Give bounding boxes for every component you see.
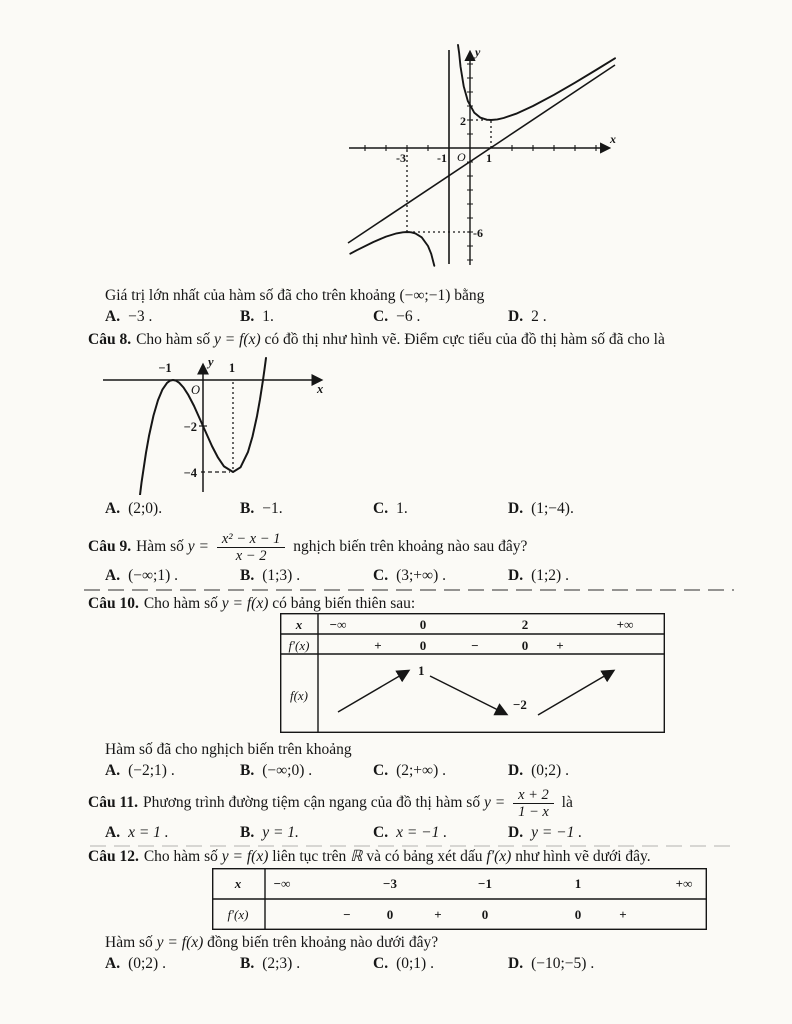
x-value: 1: [574, 876, 582, 891]
q9-stem-text: Hàm số y = $\frac{\text{x² − x − 1}}{x - 2}$ nghịch biến trên khoảng nào sau đây?: [136, 531, 528, 565]
q12-option-c: [373, 955, 508, 973]
sign: +: [619, 907, 627, 922]
oblique-asymptote-line: [348, 65, 615, 243]
x-axis-label: x: [610, 132, 616, 146]
option-text: (2;3) .: [262, 955, 301, 972]
option-text: 1.: [262, 308, 274, 325]
option-letter: A.: [105, 824, 121, 841]
option-letter: C.: [373, 762, 389, 779]
header-fprime: f′(x): [227, 907, 249, 922]
y-axis-label: y: [208, 355, 214, 369]
q9-option-a: [105, 567, 240, 585]
q9-option-d: [508, 567, 755, 585]
header-x: x: [295, 617, 303, 632]
option-text: (1;−4).: [531, 500, 574, 517]
curve-upper-branch: [458, 45, 615, 120]
option-letter: B.: [240, 500, 255, 517]
option-text: (0;2) .: [128, 955, 166, 972]
tick-label-2: 2: [460, 114, 466, 128]
q12-followup: Hàm số y = f(x) đồng biến trên khoảng nào dưới đây?: [105, 934, 439, 951]
q12-stem: [88, 847, 651, 867]
option-text: (3;+∞) .: [396, 567, 446, 584]
question-number: Câu 10.: [88, 595, 139, 612]
option-text: x = 1 .: [128, 824, 169, 841]
option-letter: C.: [373, 308, 389, 325]
table-text: [289, 617, 634, 712]
sign: +: [556, 638, 564, 653]
option-text: (−∞;1) .: [128, 567, 178, 584]
option-letter: D.: [508, 824, 524, 841]
question-number: Câu 8.: [88, 331, 132, 348]
q12-sign-table: [212, 868, 707, 930]
option-letter: B.: [240, 308, 255, 325]
option-letter: A.: [105, 308, 121, 325]
q10-option-b: [240, 762, 373, 780]
x-value: −1: [478, 876, 492, 891]
option-text: (2;+∞) .: [396, 762, 446, 779]
option-text: −1.: [262, 500, 283, 517]
option-letter: A.: [105, 567, 121, 584]
graph-labels: [396, 45, 616, 240]
x-value: 2: [521, 617, 529, 632]
option-text: 2 .: [531, 308, 547, 325]
option-letter: D.: [508, 762, 524, 779]
option-text: (0;2) .: [531, 762, 569, 779]
tick-label-minus2: −2: [183, 420, 197, 434]
option-letter: B.: [240, 762, 255, 779]
option-letter: C.: [373, 567, 389, 584]
q9-option-c: [373, 567, 508, 585]
q12-stem-text: Cho hàm số y = f(x) liên tục trên ℝ và có bảng xét dấu f′(x) như hình vẽ dưới đây.: [143, 848, 651, 865]
option-letter: D.: [508, 955, 524, 972]
sign: 0: [521, 638, 529, 653]
graph-labels: [158, 355, 323, 480]
option-letter: C.: [373, 955, 389, 972]
sign: −: [471, 638, 479, 653]
tick-label-1: 1: [486, 151, 492, 165]
option-text: y = −1 .: [531, 824, 583, 841]
q11-option-a: [105, 824, 240, 842]
q10-options: [105, 762, 755, 780]
tick-label-minus1: −1: [158, 361, 172, 375]
q8-option-a: [105, 500, 240, 518]
local-max-value: 1: [418, 663, 425, 678]
axes: [103, 365, 324, 492]
option-text: (1;2) .: [531, 567, 569, 584]
y-axis-label: y: [475, 45, 481, 59]
x-axis-label: x: [317, 382, 324, 396]
option-text: (0;1) .: [396, 955, 434, 972]
option-text: x = −1 .: [396, 824, 448, 841]
q8-option-c: [373, 500, 508, 518]
sign: +: [434, 907, 442, 922]
sign: 0: [419, 638, 427, 653]
option-letter: D.: [508, 308, 524, 325]
q10-option-d: [508, 762, 755, 780]
header-f: f(x): [289, 688, 309, 703]
x-value: −∞: [329, 617, 347, 632]
x-value: −3: [383, 876, 397, 891]
tick-label-minus4: −4: [183, 466, 197, 480]
sign: +: [374, 638, 382, 653]
q7-option-d: [508, 308, 755, 326]
q8-figure: [95, 355, 340, 495]
header-x: x: [234, 876, 242, 891]
q11-option-b: [240, 824, 373, 842]
question-number: Câu 9.: [88, 538, 132, 556]
x-value: +∞: [675, 876, 693, 891]
q9-option-b: [240, 567, 373, 585]
option-letter: A.: [105, 955, 121, 972]
q7-graph-svg: [345, 42, 620, 268]
sign: 0: [386, 907, 394, 922]
q8-stem: [88, 330, 665, 350]
q12-table-svg: [212, 868, 707, 930]
q10-option-c: [373, 762, 508, 780]
sign: 0: [574, 907, 582, 922]
header-fprime: f′(x): [288, 638, 310, 653]
tick-label-minus1: -1: [437, 151, 447, 165]
option-letter: B.: [240, 955, 255, 972]
option-text: (−2;1) .: [128, 762, 175, 779]
q9-stem: [88, 531, 527, 564]
q11-stem: [88, 787, 573, 820]
q8-stem-text: Cho hàm số y = f(x) có đồ thị như hình vẽ. Điểm cực tiểu của đồ thị hàm số đã cho là: [136, 331, 665, 348]
option-text: y = 1.: [262, 824, 299, 841]
x-value: +∞: [616, 617, 634, 632]
option-letter: A.: [105, 762, 121, 779]
sign: 0: [481, 907, 489, 922]
q11-option-c: [373, 824, 508, 842]
option-text: (−10;−5) .: [531, 955, 595, 972]
question-number: Câu 12.: [88, 848, 139, 865]
q10-option-a: [105, 762, 240, 780]
scan-artifact-line: [84, 589, 734, 591]
q7-options: [105, 308, 755, 326]
q8-graph-svg: [95, 355, 340, 495]
option-letter: C.: [373, 500, 389, 517]
option-text: (2;0).: [128, 500, 163, 517]
q9-options: [105, 567, 755, 585]
variation-arrows: [338, 671, 613, 715]
q11-options: [105, 824, 755, 842]
option-letter: B.: [240, 567, 255, 584]
q7-stem: Giá trị lớn nhất của hàm số đã cho trên khoảng (−∞;−1) bằng: [105, 287, 485, 304]
option-letter: D.: [508, 500, 524, 517]
q7-option-c: [373, 308, 508, 326]
q10-stem-text: Cho hàm số y = f(x) có bảng biến thiên sau:: [143, 595, 416, 612]
origin-label: O: [457, 150, 466, 164]
q8-options: [105, 500, 755, 518]
q7-option-a: [105, 308, 240, 326]
q12-option-b: [240, 955, 373, 973]
x-value: 0: [419, 617, 427, 632]
q10-variation-table: [280, 613, 665, 733]
q12-option-a: [105, 955, 240, 973]
q12-options: [105, 955, 755, 973]
option-text: (1;3) .: [262, 567, 301, 584]
option-letter: B.: [240, 824, 255, 841]
option-text: −6 .: [396, 308, 421, 325]
q8-option-d: [508, 500, 755, 518]
q11-option-d: [508, 824, 755, 842]
q7-figure: [345, 42, 620, 268]
option-letter: D.: [508, 567, 524, 584]
q7-option-b: [240, 308, 373, 326]
q10-followup: Hàm số đã cho nghịch biến trên khoảng: [105, 741, 352, 758]
q10-stem: [88, 594, 415, 614]
q12-option-d: [508, 955, 755, 973]
option-text: (−∞;0) .: [262, 762, 313, 779]
q11-stem-text: Phương trình đường tiệm cận ngang của đồ thị hàm số y = $\frac{x + 2}{1 - x}$ là: [142, 787, 573, 821]
tick-label-minus6: -6: [473, 226, 483, 240]
q10-table-svg: [280, 613, 665, 733]
sign: −: [343, 907, 351, 922]
local-min-value: −2: [513, 697, 527, 712]
option-letter: A.: [105, 500, 121, 517]
tick-label-minus3: -3: [396, 151, 406, 165]
option-text: 1.: [396, 500, 408, 517]
x-value: −∞: [273, 876, 291, 891]
tick-label-1: 1: [228, 361, 236, 375]
q8-option-b: [240, 500, 373, 518]
option-letter: C.: [373, 824, 389, 841]
question-number: Câu 11.: [88, 794, 138, 812]
option-text: −3 .: [128, 308, 153, 325]
curve-lower-branch: [350, 232, 434, 266]
origin-label: O: [191, 383, 201, 397]
